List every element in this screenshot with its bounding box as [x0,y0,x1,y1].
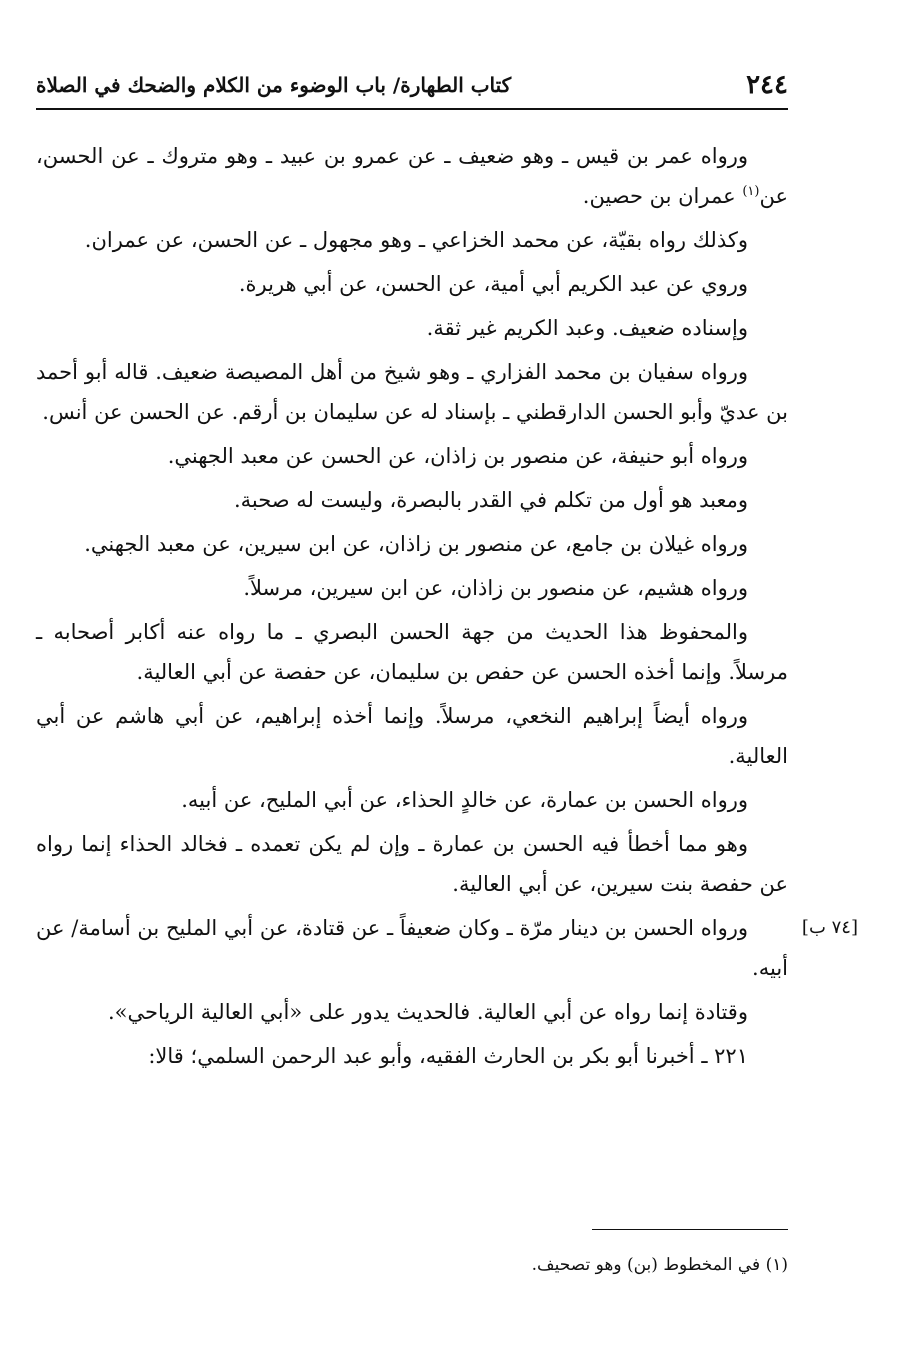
paragraph: ومعبد هو أول من تكلم في القدر بالبصرة، وليست له صحبة. [233,488,748,512]
paragraph: ورواه أبو حنيفة، عن منصور بن زاذان، عن الحسن عن معبد الجهني. [167,444,748,468]
manuscript-folio-marker: [٧٤ ب] [801,917,858,938]
footnote: (١) في المخطوط (بن) وهو تصحيف. [531,1255,788,1275]
paragraph: ورواه أيضاً إبراهيم النخعي، مرسلاً. وإنما أخذه إبراهيم، عن أبي هاشم عن أبي العالية. [36,704,788,768]
paragraph-text: ورواه عمر بن قيس ـ وهو ضعيف ـ عن عمرو بن عبيد ـ وهو متروك ـ عن الحسن، عن [36,144,788,208]
paragraph: ٢٢١ ـ أخبرنا أبو بكر بن الحارث الفقيه، وأبو عبد الرحمن السلمي؛ قالا: [148,1044,748,1068]
page-header [36,66,788,108]
paragraph-text: عمران بن حصين. [582,184,743,208]
paragraph: ورواه غيلان بن جامع، عن منصور بن زاذان، عن ابن سيرين، عن معبد الجهني. [84,532,748,556]
paragraph [36,136,788,216]
paragraph: ورواه سفيان بن محمد الفزاري ـ وهو شيخ من أهل المصيصة ضعيف. قاله أبو أحمد بن عديّ وأبو الحسن الدارقطني ـ بإسناد له عن سليمان بن أرقم. عن الحسن عن أنس. [36,360,788,424]
paragraph: ورواه الحسن بن عمارة، عن خالدٍ الحذاء، عن أبي المليح، عن أبيه. [181,788,748,812]
header-divider [36,108,788,110]
footnote-divider [592,1229,788,1230]
footnote-marker: (١) [742,184,760,199]
main-text [36,136,858,1080]
paragraph: وقتادة إنما رواه عن أبي العالية. فالحديث يدور على «أبي العالية الرياحي». [107,1000,748,1024]
paragraph: وكذلك رواه بقيّة، عن محمد الخزاعي ـ وهو مجهول ـ عن الحسن، عن عمران. [84,228,748,252]
paragraph: والمحفوظ هذا الحديث من جهة الحسن البصري ـ ما رواه عنه أكابر أصحابه ـ مرسلاً. وإنما أخذه الحسن عن حفص بن سليمان، عن حفصة عن أبي العالية. [36,620,788,684]
paragraph: وروي عن عبد الكريم أبي أمية، عن الحسن، عن أبي هريرة. [238,272,748,296]
paragraph: ورواه هشيم، عن منصور بن زاذان، عن ابن سيرين، مرسلاً. [243,576,748,600]
paragraph: وإسناده ضعيف. وعبد الكريم غير ثقة. [426,316,748,340]
page-number: ٢٤٤ [746,70,788,100]
paragraph-with-margin-note [36,908,858,988]
paragraph: وهو مما أخطأ فيه الحسن بن عمارة ـ وإن لم يكن تعمده ـ فخالد الحذاء إنما رواه عن حفصة بنت سيرين، عن أبي العالية. [36,832,788,896]
running-title: كتاب الطهارة/ باب الوضوء من الكلام والضحك في الصلاة [36,73,512,97]
paragraph-text: ورواه الحسن بن دينار مرّة ـ وكان ضعيفاً ـ عن قتادة، عن أبي المليح بن أسامة/ عن أبيه. [36,916,788,980]
